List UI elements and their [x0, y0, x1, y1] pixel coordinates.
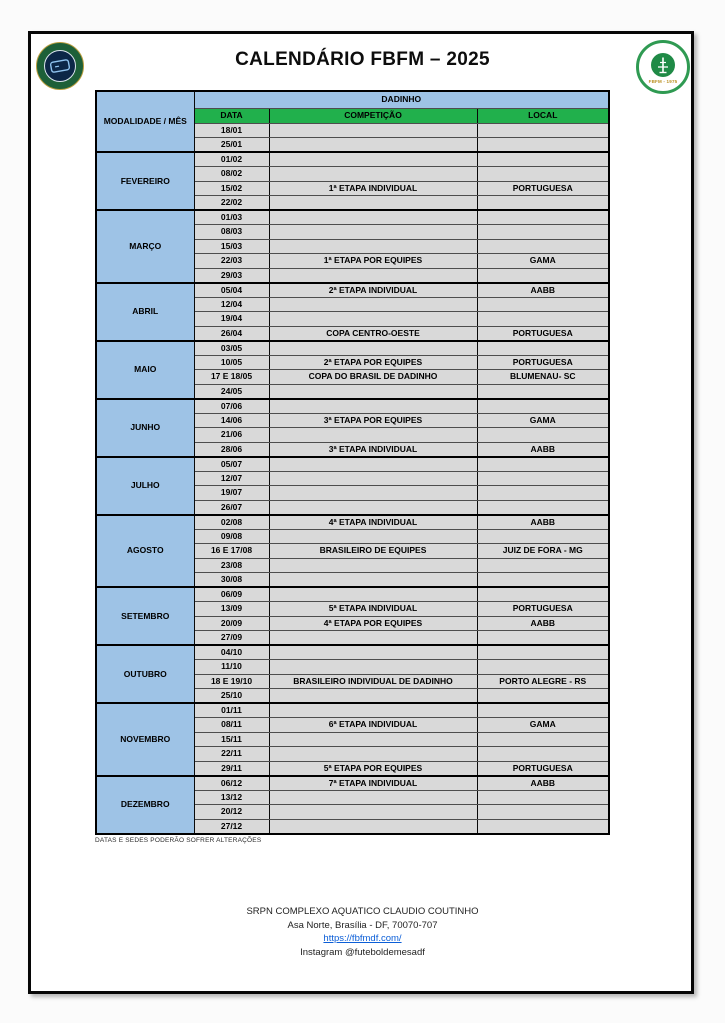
competition-cell: 1ª ETAPA POR EQUIPES	[269, 254, 477, 269]
competition-cell: 5ª ETAPA POR EQUIPES	[269, 761, 477, 776]
competition-cell	[269, 819, 477, 834]
date-cell: 24/05	[194, 384, 269, 399]
date-cell: 10/05	[194, 355, 269, 370]
month-cell: MAIO	[96, 341, 194, 399]
date-cell: 13/09	[194, 602, 269, 617]
date-cell: 20/12	[194, 805, 269, 820]
date-cell: 29/11	[194, 761, 269, 776]
local-cell	[477, 167, 609, 182]
competition-cell	[269, 268, 477, 283]
local-cell: GAMA	[477, 413, 609, 428]
competition-cell: BRASILEIRO INDIVIDUAL DE DADINHO	[269, 674, 477, 689]
date-cell: 02/08	[194, 515, 269, 530]
date-cell: 21/06	[194, 428, 269, 443]
date-cell: 05/07	[194, 457, 269, 472]
local-cell	[477, 341, 609, 356]
competition-cell	[269, 790, 477, 805]
date-cell: 20/09	[194, 616, 269, 631]
local-cell	[477, 573, 609, 588]
date-cell: 12/07	[194, 471, 269, 486]
date-cell: 22/03	[194, 254, 269, 269]
table-row	[96, 515, 609, 530]
table-row	[96, 645, 609, 660]
calendar-table-body	[96, 91, 609, 834]
local-cell	[477, 225, 609, 240]
date-cell: 08/02	[194, 167, 269, 182]
competition-cell: 5ª ETAPA INDIVIDUAL	[269, 602, 477, 617]
local-cell	[477, 297, 609, 312]
local-cell	[477, 457, 609, 472]
local-cell	[477, 152, 609, 167]
month-cell: JULHO	[96, 457, 194, 515]
local-cell	[477, 703, 609, 718]
local-cell: PORTUGUESA	[477, 602, 609, 617]
competition-cell	[269, 123, 477, 138]
local-cell: PORTUGUESA	[477, 761, 609, 776]
competition-cell: 4ª ETAPA INDIVIDUAL	[269, 515, 477, 530]
month-cell: SETEMBRO	[96, 587, 194, 645]
local-cell	[477, 384, 609, 399]
competition-cell: 2ª ETAPA INDIVIDUAL	[269, 283, 477, 298]
competition-cell	[269, 573, 477, 588]
date-cell: 14/06	[194, 413, 269, 428]
local-cell: GAMA	[477, 718, 609, 733]
competition-cell	[269, 225, 477, 240]
date-cell: 15/02	[194, 181, 269, 196]
competition-cell	[269, 210, 477, 225]
date-cell: 18/01	[194, 123, 269, 138]
local-cell: PORTO ALEGRE - RS	[477, 674, 609, 689]
date-cell: 03/05	[194, 341, 269, 356]
date-cell: 07/06	[194, 399, 269, 414]
local-cell	[477, 587, 609, 602]
table-row	[96, 341, 609, 356]
calendar-table-wrap	[95, 90, 610, 844]
date-cell: 29/03	[194, 268, 269, 283]
competition-cell: 3ª ETAPA INDIVIDUAL	[269, 442, 477, 457]
local-cell	[477, 486, 609, 501]
competition-cell	[269, 558, 477, 573]
date-cell: 27/12	[194, 819, 269, 834]
competition-cell	[269, 384, 477, 399]
corner-header-cell: MODALIDADE / MÊS	[96, 91, 194, 152]
date-cell: 13/12	[194, 790, 269, 805]
table-row	[96, 776, 609, 791]
local-cell	[477, 123, 609, 138]
local-cell	[477, 239, 609, 254]
local-cell	[477, 689, 609, 704]
date-cell: 16 E 17/08	[194, 544, 269, 559]
month-cell: FEVEREIRO	[96, 152, 194, 210]
table-note: DATAS E SEDES PODERÃO SOFRER ALTERAÇÕES	[95, 836, 262, 844]
date-cell: 19/07	[194, 486, 269, 501]
competition-cell	[269, 152, 477, 167]
competition-cell	[269, 341, 477, 356]
local-cell	[477, 399, 609, 414]
date-cell: 11/10	[194, 660, 269, 675]
competition-cell	[269, 138, 477, 153]
calendar-table	[95, 90, 610, 835]
local-cell	[477, 268, 609, 283]
date-cell: 25/10	[194, 689, 269, 704]
local-cell	[477, 428, 609, 443]
column-header-competicao: COMPETIÇÃO	[269, 108, 477, 123]
modality-header-cell: DADINHO	[194, 91, 609, 108]
competition-cell	[269, 196, 477, 211]
date-cell: 05/04	[194, 283, 269, 298]
date-cell: 15/03	[194, 239, 269, 254]
competition-cell	[269, 689, 477, 704]
month-cell: MARÇO	[96, 210, 194, 283]
date-cell: 12/04	[194, 297, 269, 312]
local-cell: JUIZ DE FORA - MG	[477, 544, 609, 559]
local-cell	[477, 529, 609, 544]
local-cell	[477, 790, 609, 805]
competition-cell: COPA DO BRASIL DE DADINHO	[269, 370, 477, 385]
competition-cell	[269, 312, 477, 327]
competition-cell: 3ª ETAPA POR EQUIPES	[269, 413, 477, 428]
month-cell: AGOSTO	[96, 515, 194, 588]
date-cell: 28/06	[194, 442, 269, 457]
competition-cell	[269, 297, 477, 312]
competition-cell	[269, 747, 477, 762]
date-cell: 19/04	[194, 312, 269, 327]
competition-cell: 4ª ETAPA POR EQUIPES	[269, 616, 477, 631]
competition-cell	[269, 399, 477, 414]
local-cell: PORTUGUESA	[477, 355, 609, 370]
date-cell: 18 E 19/10	[194, 674, 269, 689]
local-cell: AABB	[477, 442, 609, 457]
month-cell: JUNHO	[96, 399, 194, 457]
fbfm-df-logo-caption: FBFM - 1975	[648, 79, 678, 84]
competition-cell	[269, 631, 477, 646]
table-row	[96, 703, 609, 718]
competition-cell	[269, 703, 477, 718]
competition-cell: 7ª ETAPA INDIVIDUAL	[269, 776, 477, 791]
date-cell: 01/11	[194, 703, 269, 718]
local-cell	[477, 805, 609, 820]
month-cell: DEZEMBRO	[96, 776, 194, 834]
local-cell	[477, 500, 609, 515]
date-cell: 30/08	[194, 573, 269, 588]
competition-cell	[269, 732, 477, 747]
date-cell: 01/02	[194, 152, 269, 167]
local-cell	[477, 196, 609, 211]
table-row	[96, 399, 609, 414]
competition-cell	[269, 500, 477, 515]
local-cell: AABB	[477, 616, 609, 631]
month-cell: OUTUBRO	[96, 645, 194, 703]
footer-address-line2: Asa Norte, Brasília - DF, 70070-707	[287, 919, 438, 931]
date-cell: 04/10	[194, 645, 269, 660]
competition-cell: 2ª ETAPA POR EQUIPES	[269, 355, 477, 370]
local-cell: AABB	[477, 776, 609, 791]
date-cell: 22/11	[194, 747, 269, 762]
date-cell: 22/02	[194, 196, 269, 211]
page-title: CALENDÁRIO FBFM – 2025	[235, 49, 490, 70]
table-row	[96, 283, 609, 298]
local-cell	[477, 471, 609, 486]
local-cell: PORTUGUESA	[477, 181, 609, 196]
local-cell: AABB	[477, 515, 609, 530]
local-cell	[477, 819, 609, 834]
local-cell	[477, 645, 609, 660]
competition-cell	[269, 486, 477, 501]
table-row	[96, 152, 609, 167]
date-cell: 08/03	[194, 225, 269, 240]
column-header-local: LOCAL	[477, 108, 609, 123]
competition-cell	[269, 471, 477, 486]
competition-cell	[269, 167, 477, 182]
date-cell: 15/11	[194, 732, 269, 747]
website-link[interactable]: https://fbfmdf.com/	[323, 933, 402, 944]
footer	[30, 905, 695, 959]
table-row	[96, 457, 609, 472]
date-cell: 26/04	[194, 326, 269, 341]
table-row	[96, 587, 609, 602]
competition-cell	[269, 457, 477, 472]
date-cell: 26/07	[194, 500, 269, 515]
local-cell	[477, 732, 609, 747]
footer-instagram: Instagram @futeboldemesadf	[300, 946, 425, 958]
competition-cell: 1ª ETAPA INDIVIDUAL	[269, 181, 477, 196]
competition-cell	[269, 239, 477, 254]
date-cell: 17 E 18/05	[194, 370, 269, 385]
local-cell	[477, 210, 609, 225]
competition-cell	[269, 660, 477, 675]
date-cell: 09/08	[194, 529, 269, 544]
footer-address-line1: SRPN COMPLEXO AQUATICO CLAUDIO COUTINHO	[246, 906, 479, 917]
local-cell	[477, 747, 609, 762]
local-cell	[477, 660, 609, 675]
local-cell	[477, 558, 609, 573]
local-cell	[477, 138, 609, 153]
competition-cell	[269, 529, 477, 544]
date-cell: 06/12	[194, 776, 269, 791]
competition-cell	[269, 805, 477, 820]
month-cell: ABRIL	[96, 283, 194, 341]
local-cell: AABB	[477, 283, 609, 298]
date-cell: 06/09	[194, 587, 269, 602]
competition-cell: COPA CENTRO-OESTE	[269, 326, 477, 341]
competition-cell	[269, 428, 477, 443]
header-row-modality	[96, 91, 609, 108]
column-header-data: DATA	[194, 108, 269, 123]
date-cell: 25/01	[194, 138, 269, 153]
competition-cell	[269, 645, 477, 660]
competition-cell	[269, 587, 477, 602]
local-cell	[477, 312, 609, 327]
date-cell: 27/09	[194, 631, 269, 646]
local-cell: GAMA	[477, 254, 609, 269]
competition-cell: 6ª ETAPA INDIVIDUAL	[269, 718, 477, 733]
competition-cell: BRASILEIRO DE EQUIPES	[269, 544, 477, 559]
local-cell: BLUMENAU- SC	[477, 370, 609, 385]
date-cell: 01/03	[194, 210, 269, 225]
month-cell: NOVEMBRO	[96, 703, 194, 776]
table-row	[96, 210, 609, 225]
date-cell: 08/11	[194, 718, 269, 733]
local-cell: PORTUGUESA	[477, 326, 609, 341]
date-cell: 23/08	[194, 558, 269, 573]
local-cell	[477, 631, 609, 646]
